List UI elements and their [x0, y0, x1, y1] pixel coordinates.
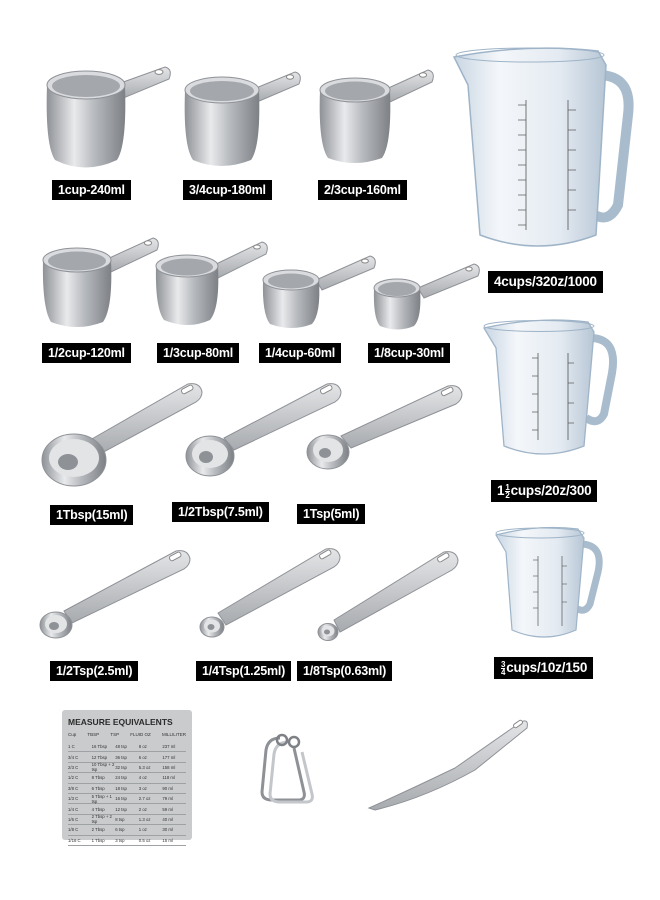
jug-medium-rest: cups/20z/300 [510, 483, 592, 498]
card-row [68, 794, 186, 804]
jug-medium-fraction: $\frac{1}{2}$ [505, 482, 510, 500]
card-cell: 1/2 C [68, 775, 79, 781]
jug-medium-label [491, 480, 597, 502]
card-header: TBSP [87, 732, 100, 737]
card-header-row [68, 732, 186, 737]
jug-medium-image [480, 318, 620, 468]
card-cell: 2 Tbsp + 2 tsp [91, 814, 112, 825]
card-cell: 5.3 oz [138, 764, 151, 770]
card-cell: 79 ml [162, 796, 173, 802]
card-cell: 4 Tbsp [91, 806, 105, 812]
card-cell: 118 ml [162, 775, 175, 781]
card-cell: 2 oz [138, 806, 147, 812]
card-cell: 3 tsp [115, 837, 125, 843]
card-cell: 6 Tbsp [91, 785, 105, 791]
card-cell: 0.5 oz [138, 837, 151, 843]
ring-holders-image [258, 730, 328, 805]
cup-3-4-label: 3/4cup-180ml [183, 180, 272, 200]
jug-large-image [448, 45, 638, 260]
cup-1-2-label: 1/2cup-120ml [42, 343, 131, 363]
card-row [68, 752, 186, 762]
spoon-1-2tbsp-label: 1/2Tbsp(7.5ml) [172, 502, 269, 522]
card-row [68, 815, 186, 825]
card-cell: 2 Tbsp [91, 827, 105, 833]
card-cell: 3/4 C [68, 754, 79, 760]
card-cell: 1.3 oz [138, 816, 151, 822]
card-row [68, 804, 186, 814]
jug-small-rest: cups/10z/150 [506, 660, 588, 675]
spoon-1tsp-image [303, 380, 468, 485]
card-row [68, 763, 186, 773]
card-cell: 4 oz [138, 775, 147, 781]
card-cell: 40 ml [162, 816, 173, 822]
card-cell: 59 ml [162, 806, 173, 812]
card-header: MILLILITER [161, 732, 186, 737]
card-cell: 1/8 C [68, 827, 79, 833]
spoon-1-8tsp-image [314, 546, 464, 646]
card-header: Cup [68, 732, 77, 737]
card-cell: 177 ml [162, 754, 176, 760]
card-cell: 16 tsp [115, 796, 127, 802]
card-cell: 1/3 C [68, 796, 79, 802]
card-cell: 8 Tbsp [91, 775, 105, 781]
card-cell: 90 ml [162, 785, 173, 791]
card-cell: 1 Tbsp [91, 837, 105, 843]
card-cell: 8 oz [138, 744, 147, 750]
card-cell: 32 tsp [115, 764, 127, 770]
spoon-1-2tsp-image [36, 545, 196, 645]
card-header: FLUID OZ [130, 732, 151, 737]
spoon-1tbsp-label: 1Tbsp(15ml) [50, 505, 133, 525]
card-cell: 1 C [68, 744, 75, 750]
card-cell: 36 tsp [115, 754, 127, 760]
card-cell: 16 Tbsp [91, 744, 108, 750]
cup-1-label: 1cup-240ml [52, 180, 131, 200]
cup-3-4-image [175, 62, 305, 174]
cup-2-3-image [310, 60, 440, 172]
card-cell: 2/3 C [68, 764, 79, 770]
cup-1-4-image [258, 244, 383, 334]
cup-1-3-image [150, 232, 275, 332]
cup-1-4-label: 1/4cup-60ml [259, 343, 341, 363]
card-cell: 18 tsp [115, 785, 127, 791]
card-cell: 237 ml [162, 744, 176, 750]
card-cell: 2.7 oz [138, 796, 151, 802]
card-row [68, 836, 186, 846]
card-cell: 3 oz [138, 785, 147, 791]
card-cell: 6 oz [138, 754, 147, 760]
card-row [68, 773, 186, 783]
card-cell: 10 Tbsp + 2 tsp [91, 762, 115, 773]
card-cell: 15 ml [162, 837, 173, 843]
card-cell: 30 ml [162, 827, 173, 833]
card-table [68, 742, 186, 846]
card-cell: 1 oz [138, 827, 147, 833]
card-cell: 8 tsp [115, 816, 125, 822]
jug-small-fraction: $\frac{3}{4}$ [501, 659, 506, 677]
spoon-1-8tsp-label: 1/8Tsp(0.63ml) [297, 661, 392, 681]
card-cell: 1/16 C [68, 837, 81, 843]
cup-1-8-image [370, 256, 485, 336]
jug-large-label: 4cups/320z/1000 [488, 271, 603, 293]
card-cell: 48 tsp [115, 744, 127, 750]
card-title: MEASURE EQUIVALENTS [68, 717, 173, 727]
card-cell: 5 Tbsp + 1 tsp [91, 793, 112, 804]
card-header: TSP [110, 732, 120, 737]
card-cell: 1/4 C [68, 806, 79, 812]
jug-medium-whole: 1 [497, 483, 505, 498]
card-cell: 12 Tbsp [91, 754, 108, 760]
card-cell: 158 ml [162, 764, 176, 770]
leveler-knife-image [365, 712, 535, 812]
cup-1-3-label: 1/3cup-80ml [157, 343, 239, 363]
spoon-1tsp-label: 1Tsp(5ml) [297, 504, 365, 524]
jug-small-label [494, 657, 593, 679]
cup-1-8-label: 1/8cup-30ml [368, 343, 450, 363]
card-cell: 1/6 C [68, 816, 79, 822]
card-cell: 12 tsp [115, 806, 127, 812]
card-cell: 6 tsp [115, 827, 125, 833]
jug-small-image [492, 526, 607, 648]
card-row [68, 742, 186, 752]
card-cell: 24 tsp [115, 775, 127, 781]
cup-1-image [35, 55, 175, 175]
card-cell: 3/8 C [68, 785, 79, 791]
card-row [68, 784, 186, 794]
measure-equivalents-card [62, 710, 192, 843]
card-row [68, 825, 186, 835]
cup-2-3-label: 2/3cup-160ml [318, 180, 407, 200]
spoon-1-2tsp-label: 1/2Tsp(2.5ml) [50, 661, 138, 681]
spoon-1-4tsp-label: 1/4Tsp(1.25ml) [196, 661, 291, 681]
cup-1-2-image [35, 228, 165, 336]
